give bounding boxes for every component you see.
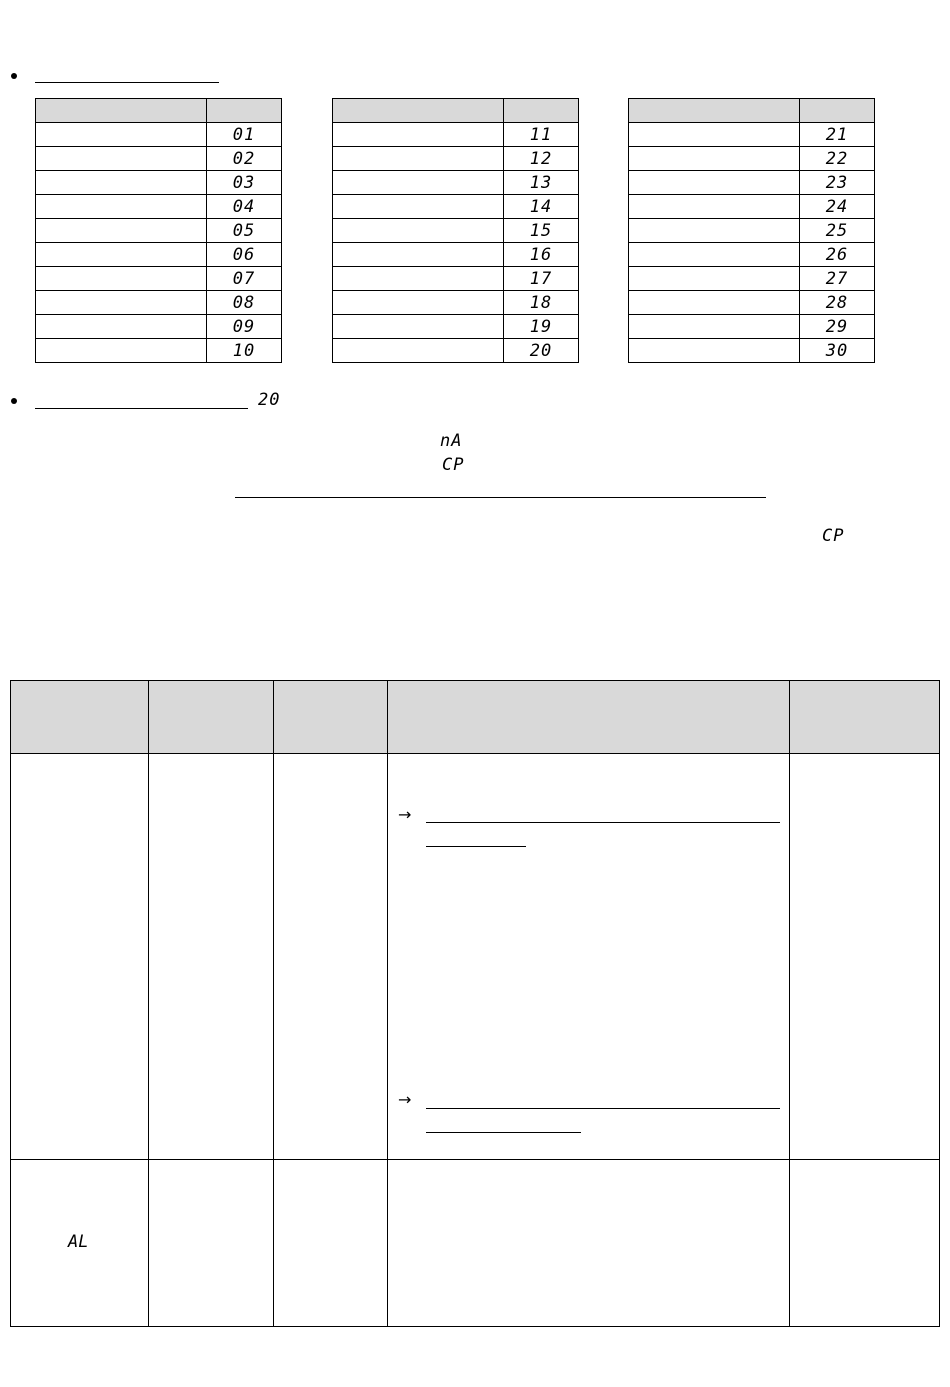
code-label-cell	[333, 219, 504, 243]
code-row	[333, 243, 579, 267]
code-value: 27	[800, 267, 875, 291]
code-row	[36, 171, 282, 195]
code-row	[629, 315, 875, 339]
code-label-cell	[629, 219, 800, 243]
code-table-1	[35, 98, 282, 363]
fault-cell	[790, 1160, 940, 1327]
fault-description-cell	[388, 754, 790, 1160]
description-underline	[426, 1108, 780, 1109]
code-label-cell	[629, 195, 800, 219]
code-row	[333, 219, 579, 243]
code-table-header	[629, 99, 875, 123]
fault-description-cell	[388, 1160, 790, 1327]
code-row	[333, 171, 579, 195]
code-row	[36, 339, 282, 363]
code-row	[333, 123, 579, 147]
code-value: 10	[207, 339, 282, 363]
code-label-cell	[629, 171, 800, 195]
code-row	[333, 339, 579, 363]
code-label-cell	[36, 267, 207, 291]
code-value: 05	[207, 219, 282, 243]
code-label-cell	[36, 219, 207, 243]
arrow-icon: →	[398, 805, 412, 824]
code-row	[333, 147, 579, 171]
code-table-3	[628, 98, 875, 363]
arrow-icon: →	[398, 1090, 412, 1109]
code-label-cell	[333, 339, 504, 363]
code-row	[36, 195, 282, 219]
code-label-cell	[629, 315, 800, 339]
code-value: 04	[207, 195, 282, 219]
code-label-cell	[629, 243, 800, 267]
code-table-header	[333, 99, 579, 123]
code-row	[36, 123, 282, 147]
middle-underline	[235, 497, 766, 498]
fault-table	[10, 680, 940, 1327]
code-label-cell	[36, 123, 207, 147]
fault-cell	[149, 754, 274, 1160]
code-value: 08	[207, 291, 282, 315]
description-underline	[426, 1132, 581, 1133]
code-value: 18	[504, 291, 579, 315]
code-value: 21	[800, 123, 875, 147]
header-cell	[274, 681, 388, 754]
code-value: 15	[504, 219, 579, 243]
code-row	[36, 315, 282, 339]
code-label-cell	[333, 243, 504, 267]
description-underline	[426, 822, 780, 823]
bullet-2	[11, 398, 17, 404]
display-code-cp-right: CP	[822, 526, 845, 546]
code-value: 17	[504, 267, 579, 291]
fault-row-1	[11, 754, 940, 1160]
description-underline	[426, 846, 526, 847]
bullet-1-underline	[35, 82, 219, 83]
fault-cell	[790, 754, 940, 1160]
fault-row-2	[11, 1160, 940, 1327]
code-label-cell	[36, 195, 207, 219]
code-value: 24	[800, 195, 875, 219]
code-value: 29	[800, 315, 875, 339]
code-label-cell	[36, 171, 207, 195]
header-cell	[790, 681, 940, 754]
code-row	[629, 339, 875, 363]
code-value: 22	[800, 147, 875, 171]
code-row	[629, 123, 875, 147]
code-row	[36, 291, 282, 315]
code-label-cell	[36, 315, 207, 339]
code-row	[36, 267, 282, 291]
fault-cell	[274, 754, 388, 1160]
code-label-cell	[333, 123, 504, 147]
code-row	[333, 291, 579, 315]
display-code-na: nA	[440, 431, 463, 451]
code-value: 06	[207, 243, 282, 267]
code-label-cell	[36, 339, 207, 363]
code-label-cell	[36, 291, 207, 315]
code-label-cell	[333, 291, 504, 315]
display-code-cp: CP	[442, 455, 465, 475]
code-row	[629, 219, 875, 243]
code-value: 20	[504, 339, 579, 363]
code-label-cell	[333, 147, 504, 171]
code-value: 11	[504, 123, 579, 147]
fault-cell	[274, 1160, 388, 1327]
code-row	[629, 291, 875, 315]
code-label-cell	[36, 243, 207, 267]
bullet-1	[11, 73, 17, 79]
code-label-cell	[36, 147, 207, 171]
code-value: 13	[504, 171, 579, 195]
header-cell	[11, 681, 149, 754]
code-row	[629, 171, 875, 195]
code-value: 25	[800, 219, 875, 243]
fault-code-cell	[11, 754, 149, 1160]
bullet-2-underline	[35, 408, 248, 409]
code-row	[629, 147, 875, 171]
code-label-cell	[333, 315, 504, 339]
header-cell	[388, 681, 790, 754]
code-value: 28	[800, 291, 875, 315]
code-table-header	[36, 99, 282, 123]
code-label-cell	[629, 123, 800, 147]
code-row	[629, 195, 875, 219]
code-value: 14	[504, 195, 579, 219]
code-row	[36, 219, 282, 243]
code-row	[333, 315, 579, 339]
code-row	[333, 195, 579, 219]
code-label-cell	[333, 267, 504, 291]
code-value: 09	[207, 315, 282, 339]
code-value: 23	[800, 171, 875, 195]
code-row	[629, 243, 875, 267]
bullet-2-code: 20	[258, 390, 281, 410]
code-label-cell	[333, 195, 504, 219]
code-row	[333, 267, 579, 291]
code-value: 02	[207, 147, 282, 171]
code-label-cell	[629, 339, 800, 363]
code-label-cell	[333, 171, 504, 195]
code-value: 01	[207, 123, 282, 147]
code-value: 30	[800, 339, 875, 363]
fault-code-cell	[11, 1160, 149, 1327]
code-label-cell	[629, 291, 800, 315]
code-label-cell	[629, 267, 800, 291]
code-row	[36, 147, 282, 171]
code-value: 12	[504, 147, 579, 171]
code-row	[629, 267, 875, 291]
code-value: 19	[504, 315, 579, 339]
code-label-cell	[629, 147, 800, 171]
code-value: 03	[207, 171, 282, 195]
code-table-2	[332, 98, 579, 363]
code-value: 16	[504, 243, 579, 267]
fault-code-al: AL	[68, 1232, 89, 1252]
fault-table-header	[11, 681, 940, 754]
fault-cell	[149, 1160, 274, 1327]
code-value: 26	[800, 243, 875, 267]
header-cell	[149, 681, 274, 754]
code-value: 07	[207, 267, 282, 291]
code-row	[36, 243, 282, 267]
